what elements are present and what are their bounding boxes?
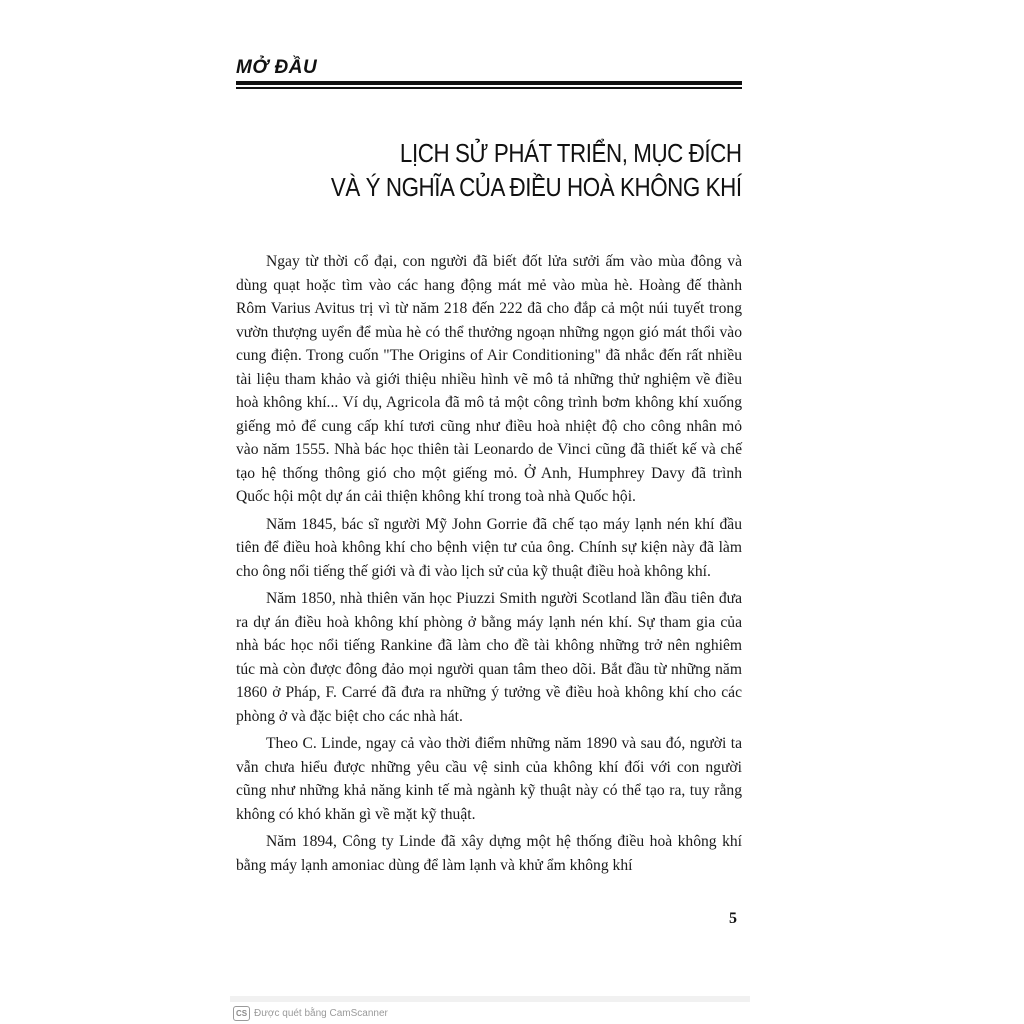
paragraph: Theo C. Linde, ngay cả vào thời điểm những năm 1890 và sau đó, người ta vẫn chưa hiểu được những yêu cầu vệ sinh của không khí đối với con người cũng như những khả năng kinh tế mà ngành kỹ thuật này có thể tạo ra, tuy rằng không có khó khăn gì về mặt kỹ thuật. bbox=[236, 735, 742, 823]
section-label: MỞ ĐẦU bbox=[236, 57, 318, 78]
page-number: 5 bbox=[729, 910, 737, 927]
chapter-title bbox=[331, 136, 742, 204]
watermark-text: Được quét bằng CamScanner bbox=[254, 1008, 388, 1019]
chapter-title-line-2: VÀ Ý NGHĨA CỦA ĐIỀU HOÀ KHÔNG KHÍ bbox=[331, 172, 742, 202]
camscanner-logo-icon: CS bbox=[233, 1006, 250, 1021]
paragraph: Năm 1845, bác sĩ người Mỹ John Gorrie đã chế tạo máy lạnh nén khí đầu tiên để điều hoà không khí cho bệnh viện tư của ông. Chính sự kiện này đã làm cho ông nổi tiếng thế giới và đi vào lịch sử của kỹ thuật điều hoà không khí. bbox=[236, 515, 742, 580]
paragraph: Năm 1894, Công ty Linde đã xây dựng một hệ thống điều hoà không khí bằng máy lạnh amoniac dùng để làm lạnh và khử ẩm không khí bbox=[236, 833, 742, 874]
scanner-watermark bbox=[233, 1006, 388, 1021]
paragraph: Năm 1850, nhà thiên văn học Piuzzi Smith người Scotland lần đầu tiên đưa ra dự án điều hoà không khí phòng ở bằng máy lạnh nén khí. Sự tham gia của nhà bác học nổi tiếng Rankine đã làm cho đề tài không những trở nên nghiêm túc mà còn được đông đảo mọi người quan tâm theo dõi. Bắt đầu từ những năm 1860 ở Pháp, F. Carré đã đưa ra những ý tưởng về điều hoà không khí cho các phòng ở và đặc biệt cho các nhà hát. bbox=[236, 590, 742, 725]
header-rule-thick bbox=[236, 81, 742, 85]
body-text bbox=[236, 250, 742, 881]
scan-edge bbox=[230, 996, 750, 1002]
header-rule-thin bbox=[236, 87, 742, 89]
chapter-title-line-1: LỊCH SỬ PHÁT TRIỂN, MỤC ĐÍCH bbox=[400, 138, 742, 168]
paragraph: Ngay từ thời cổ đại, con người đã biết đốt lửa sưởi ấm vào mùa đông và dùng quạt hoặc tìm vào các hang động mát mẻ vào mùa hè. Hoàng đế thành Rôm Varius Avitus trị vì từ năm 218 đến 222 đã cho đắp cả một núi tuyết trong vườn thượng uyển để mùa hè có thể thưởng ngoạn những ngọn gió mát thổi vào cung điện. Trong cuốn "The Origins of Air Conditioning" đã nhắc đến rất nhiều tài liệu tham khảo và giới thiệu nhiều hình vẽ mô tả những thử nghiệm về điều hoà không khí... Ví dụ, Agricola đã mô tả một công trình bơm không khí xuống giếng mỏ để cung cấp khí tươi cũng như điều hoà nhiệt độ cho công nhân mỏ vào năm 1555. Nhà bác học thiên tài Leonardo de Vinci cũng đã thiết kế và chế tạo hệ thống thông gió cho một giếng mỏ. Ở Anh, Humphrey Davy đã trình Quốc hội một dự án cải thiện không khí trong toà nhà Quốc hội. bbox=[236, 253, 742, 505]
